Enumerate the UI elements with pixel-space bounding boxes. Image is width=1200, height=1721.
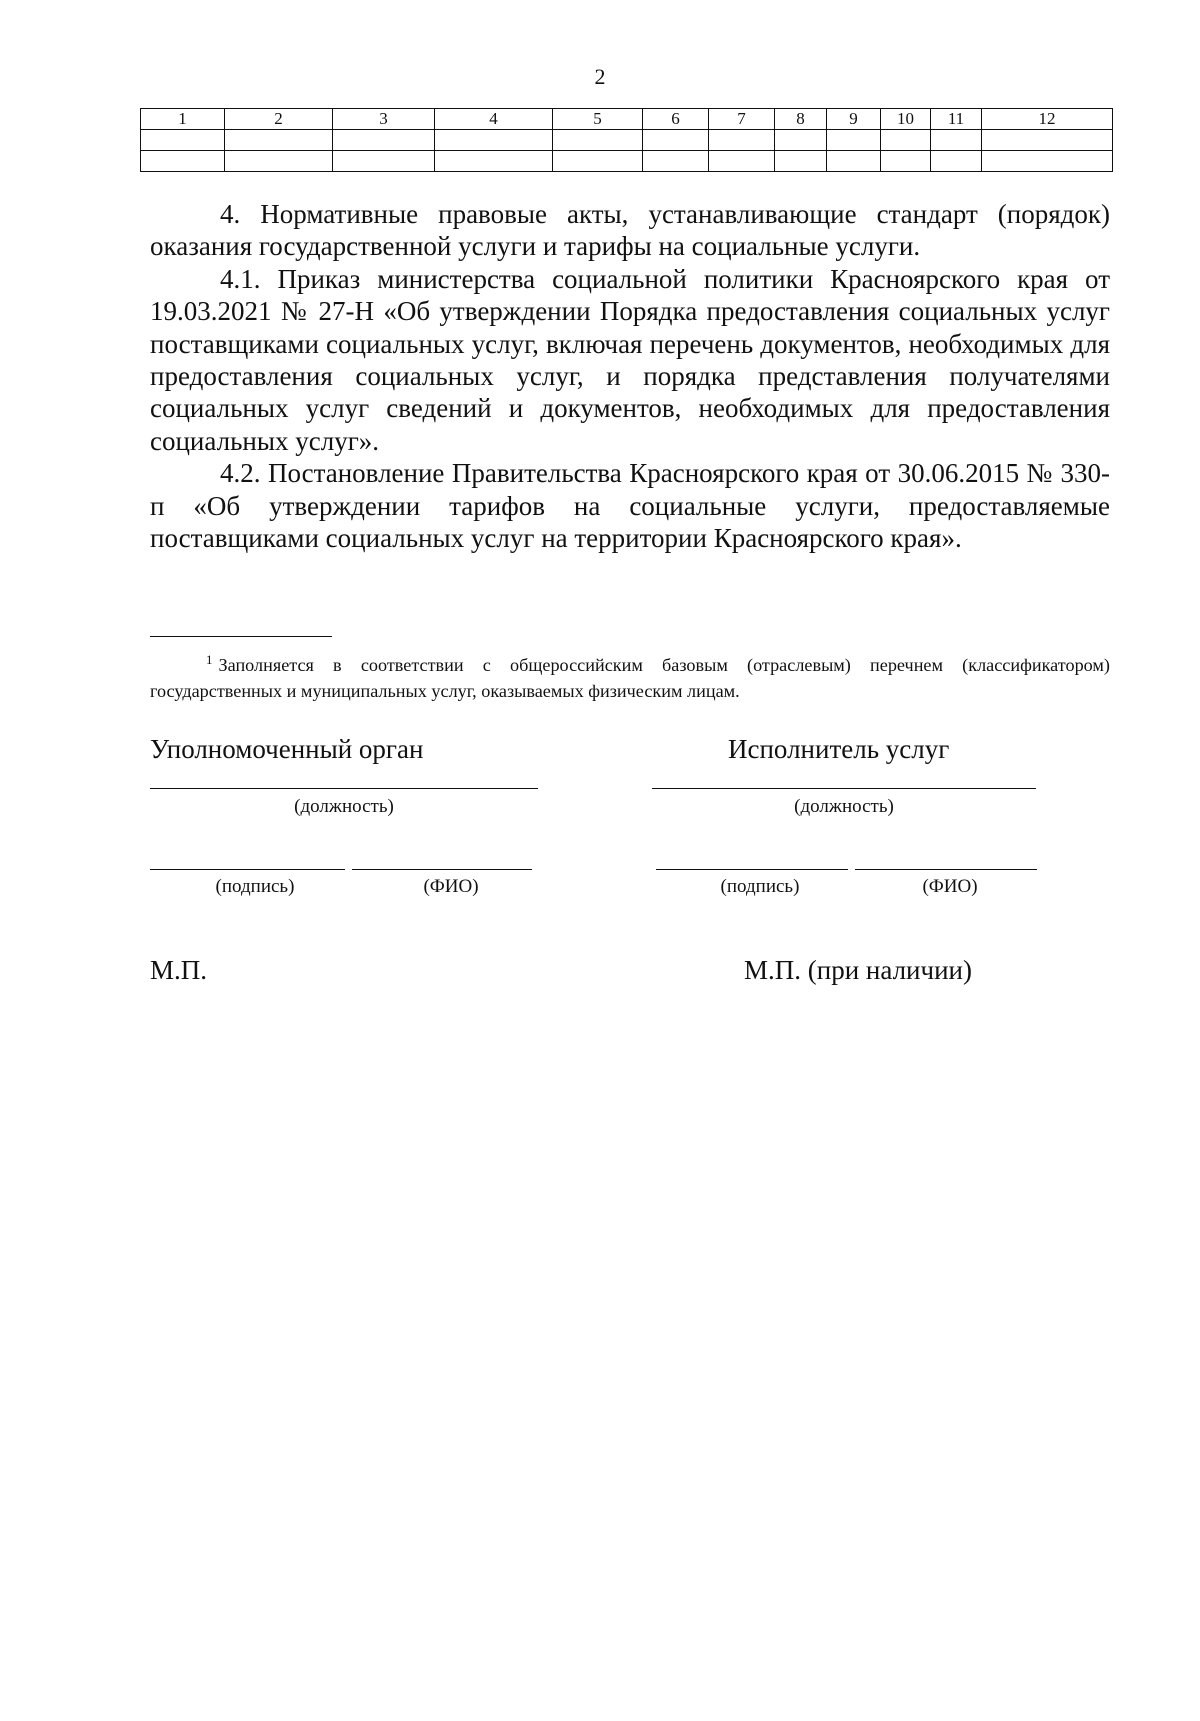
right-name-caption: (ФИО) [922,876,978,897]
table-cell [827,151,881,172]
left-name-caption: (ФИО) [423,876,479,897]
table-cell [881,151,931,172]
column-number: 12 [982,109,1113,130]
table-cell [643,130,709,151]
table-cell [141,151,225,172]
left-position-caption: (должность) [294,796,394,817]
column-number: 3 [333,109,435,130]
table-cell [333,130,435,151]
service-provider-title: Исполнитель услуг [728,734,950,764]
right-position-caption: (должность) [794,796,894,817]
table-cell [435,151,553,172]
footnote-divider [150,636,332,637]
service-table [140,108,1113,172]
right-name-line [855,869,1037,870]
table-cell [141,130,225,151]
column-number: 8 [775,109,827,130]
table-cell [775,151,827,172]
table-cell [225,151,333,172]
column-number: 1 [141,109,225,130]
section-4-text [150,198,1110,554]
column-number: 10 [881,109,931,130]
footnote [150,652,1110,704]
table-cell [982,151,1113,172]
authorized-body-title: Уполномоченный орган [150,734,424,764]
column-number: 4 [435,109,553,130]
table-cell [553,151,643,172]
table-cell [931,151,982,172]
paragraph-4-1: 4.1. Приказ министерства социальной политики Красноярского края от 19.03.2021 № 27-Н «Об утверждении Порядка предоставления социальных услуг поставщиками социальных услуг, включая перечень документов, необходимых для предоставления социальных услуг, и порядка представления получателями социальных услуг сведений и документов, необходимых для предоставления социальных услуг». [150,263,1110,456]
page-number: 2 [594,64,606,89]
footnote-text: Заполняется в соответствии с общероссийским базовым (отраслевым) перечнем (классификатором) государственных и муниципальных услуг, оказываемых физическим лицам. [150,655,1110,701]
table-cell [931,130,982,151]
table-cell [881,130,931,151]
right-signature-caption: (подпись) [720,876,800,897]
table-cell [333,151,435,172]
right-signature-line [656,869,848,870]
table-cell [709,130,775,151]
column-number: 7 [709,109,775,130]
left-name-line [352,869,532,870]
table-cell [775,130,827,151]
column-number: 9 [827,109,881,130]
table-header-row [141,109,1113,130]
column-number: 5 [553,109,643,130]
left-position-line [150,788,538,789]
column-number: 11 [931,109,982,130]
table-row [141,151,1113,172]
left-signature-line [150,869,345,870]
table-cell [553,130,643,151]
footnote-marker: 1 [206,652,213,667]
column-number: 2 [225,109,333,130]
table-cell [827,130,881,151]
paragraph-4-2: 4.2. Постановление Правительства Красноярского края от 30.06.2015 № 330-п «Об утверждении тарифов на социальные услуги, предоставляемые поставщиками социальных услуг на территории Красноярского края». [150,458,1110,554]
left-signature-caption: (подпись) [215,876,295,897]
table-cell [982,130,1113,151]
right-stamp-label: М.П. (при наличии) [744,955,972,985]
paragraph-4: 4. Нормативные правовые акты, устанавливающие стандарт (порядок) оказания государственной услуги и тарифы на социальные услуги. [150,199,1110,262]
table-cell [225,130,333,151]
table-cell [435,130,553,151]
table-cell [643,151,709,172]
table-row [141,130,1113,151]
column-number: 6 [643,109,709,130]
left-stamp-label: М.П. [150,955,208,985]
table-cell [709,151,775,172]
right-position-line [652,788,1036,789]
